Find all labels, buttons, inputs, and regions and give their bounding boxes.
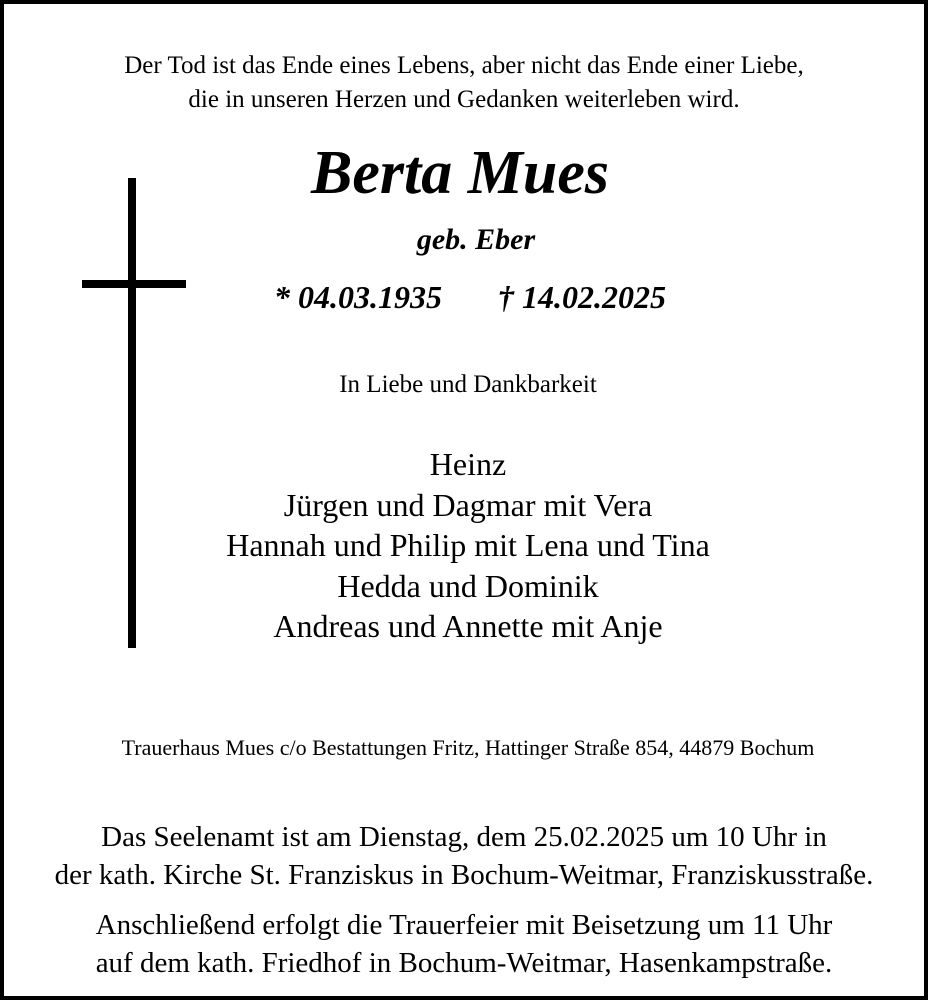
service-line-1: Das Seelenamt ist am Dienstag, dem 25.02.2025 um 10 Uhr in xyxy=(101,821,827,853)
family-member: Jürgen und Dagmar mit Vera xyxy=(283,487,653,523)
family-member: Hannah und Philip mit Lena und Tina xyxy=(226,527,710,563)
death-date: † 14.02.2025 xyxy=(498,279,666,315)
service-line-4: auf dem kath. Friedhof in Bochum-Weitmar, Hasenkampstraße. xyxy=(95,947,833,979)
life-dates xyxy=(10,276,928,318)
quote-line-2: die in unseren Herzen und Gedanken weiterleben wird. xyxy=(188,86,740,113)
deceased-name: Berta Mues xyxy=(311,139,609,207)
maiden-name: geb. Eber xyxy=(416,223,536,256)
service-line-3: Anschließend erfolgt die Trauerfeier mit Beisetzung um 11 Uhr xyxy=(95,909,833,941)
family-member: Heinz xyxy=(429,446,507,482)
mourning-address: Trauerhaus Mues c/o Bestattungen Fritz, Hattinger Straße 854, 44879 Bochum xyxy=(121,735,815,760)
birth-date: * 04.03.1935 xyxy=(274,279,442,315)
service-line-2: der kath. Kirche St. Franziskus in Bochum-Weitmar, Franziskusstraße. xyxy=(54,859,874,891)
family-member: Hedda und Dominik xyxy=(337,568,599,604)
thanks-line: In Liebe und Dankbarkeit xyxy=(339,371,597,398)
family-member: Andreas und Annette mit Anje xyxy=(273,608,663,644)
quote-line-1: Der Tod ist das Ende eines Lebens, aber nicht das Ende einer Liebe, xyxy=(124,52,804,79)
